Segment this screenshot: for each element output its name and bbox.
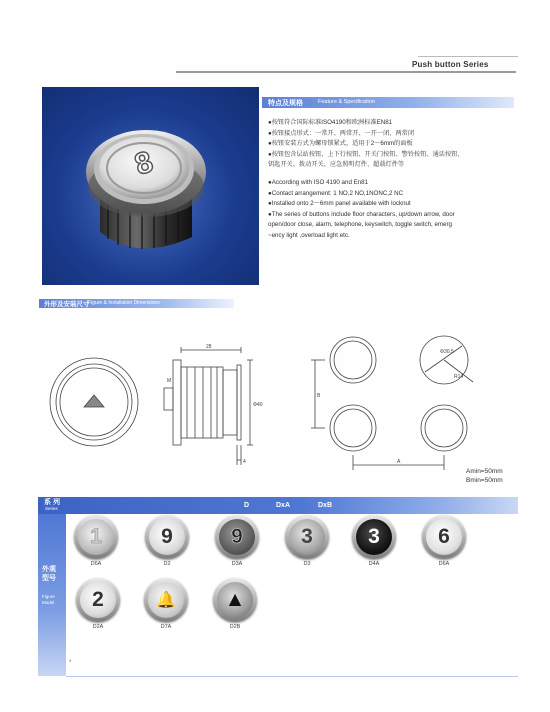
col-header-dxb: DxB — [318, 502, 333, 509]
model-button-face: 2 — [80, 582, 116, 618]
model-button-face: 1 — [78, 519, 114, 555]
model-label: D4A — [368, 561, 380, 567]
model-button-d2b — [213, 578, 257, 622]
model-button-face: 🔔 — [148, 582, 184, 618]
model-button-d4a — [352, 515, 396, 559]
model-button-d2a — [76, 578, 120, 622]
spec-en-1: ●According with ISO 4190 and En81 — [268, 178, 369, 186]
series-title-en: Series — [45, 506, 58, 511]
dim-a-label: A — [397, 459, 401, 465]
feature-title-cn: 特点及规格 — [268, 100, 303, 107]
side-view-drawing — [164, 347, 253, 465]
spec-cn-2: ●按钮接点形式：一常开、两常开、一开一闭、两常闭 — [268, 129, 415, 137]
model-button-face: 3 — [356, 519, 392, 555]
side-label-cn: 外观 型号 — [42, 566, 56, 582]
dimensions-title-en: Figure & Installation Dimensions — [88, 300, 160, 306]
spec-en-5: open/door close, alarm, telephone, keyswitch, toggle switch, emerg — [268, 221, 453, 229]
col-header-d: D — [244, 502, 250, 509]
photo-digit: 8 — [130, 145, 157, 182]
push-button-illustration — [42, 87, 259, 285]
dim-depth-label: 4 — [243, 459, 246, 465]
model-label: D7A — [160, 624, 172, 630]
spec-en-6: ~ency light ,overload light etc. — [268, 231, 350, 239]
model-button-face: 9 — [219, 519, 255, 555]
spec-en-2: ●Contact arrangement: 1 NO,2 NO,1NONC,2 NC — [268, 189, 404, 197]
b-min-note: Bmin=50mm — [466, 477, 503, 484]
a-min-note: Amin=50mm — [466, 468, 503, 475]
mounting-holes-drawing — [311, 336, 473, 470]
header-rule-top — [418, 56, 518, 57]
spec-cn-3: ●按钮安装方式为螺母锁紧式，适用于2～6mm的面板 — [268, 140, 413, 148]
spec-cn-1: ●按钮符合国际标准ISO4190和欧洲标准EN81 — [268, 119, 393, 126]
model-button-d6a — [74, 515, 118, 559]
header-rule — [176, 71, 516, 73]
feature-title-en: Feature & Specification — [318, 99, 375, 105]
dim-hole-label: Φ30.5 — [440, 349, 454, 355]
model-label: D2 — [163, 561, 171, 567]
dim-dia-label: Φ40 — [253, 402, 263, 408]
dim-width-label: 28 — [206, 344, 212, 350]
model-label: D2A — [92, 624, 104, 630]
spec-cn-5: 钥匙开关、拨动开关、应急照明灯件、超载灯件等 — [268, 161, 405, 169]
model-button-face: 9 — [149, 519, 185, 555]
dim-r-label: R14 — [454, 374, 464, 380]
model-button-d2 — [145, 515, 189, 559]
model-button-d3a — [215, 515, 259, 559]
spec-en-4: ●The series of buttons include floor characters, up/down arrow, door — [268, 210, 455, 218]
corner-mark: * — [69, 660, 72, 666]
dimension-drawings — [40, 320, 518, 480]
model-button-face: 3 — [289, 519, 325, 555]
model-button-d3 — [285, 515, 329, 559]
page-title: Push button Series — [412, 60, 489, 69]
dimensions-title-cn: 外形及安装尺寸 — [44, 301, 90, 308]
model-label: D3A — [231, 561, 243, 567]
model-label: D2B — [229, 624, 241, 630]
model-label: D6A — [438, 561, 450, 567]
spec-en-3: ●Installed onto 2～6mm panel available with locknut — [268, 200, 411, 208]
dim-b-label: B — [317, 393, 321, 399]
model-button-d6a — [422, 515, 466, 559]
model-button-face: ▲ — [217, 582, 253, 618]
model-button-d7a — [144, 578, 188, 622]
model-label: D3 — [303, 561, 311, 567]
model-label: D6A — [90, 561, 102, 567]
spec-cn-4: ●按钮包含层站按钮、上下行按钮、开关门按钮、警铃按钮、通话按钮、 — [268, 150, 464, 158]
front-view-drawing — [50, 358, 138, 446]
series-title-cn: 系 列 — [44, 499, 60, 506]
model-button-face: 6 — [426, 519, 462, 555]
spec-list — [268, 118, 518, 242]
dim-thread-label: M — [167, 378, 172, 384]
product-photo — [42, 87, 259, 285]
col-header-dxa: DxA — [276, 502, 291, 509]
side-label-en: Figure Model — [42, 594, 55, 605]
